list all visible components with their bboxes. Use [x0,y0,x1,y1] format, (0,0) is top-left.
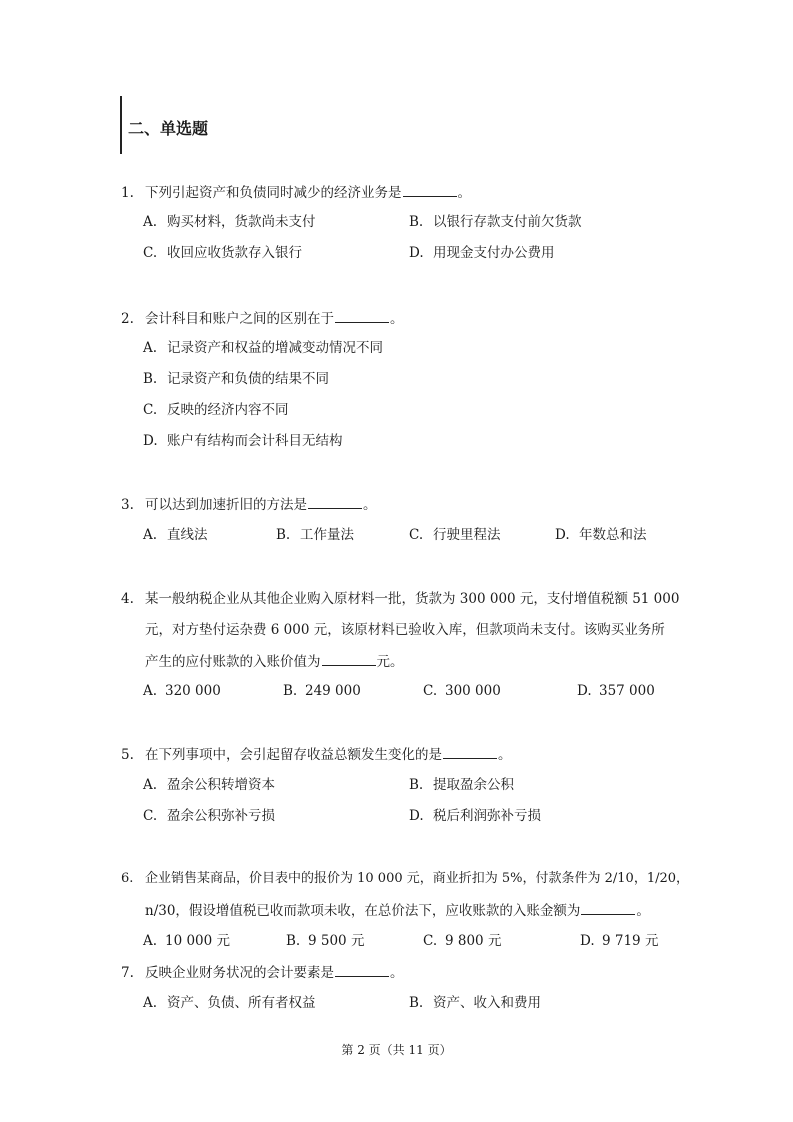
question-5-stem: 5. 在下列事项中，会引起留存收益总额发生变化的是 。 [121,747,512,763]
option-c: C. 9 800 元 [423,933,502,949]
answer-blank [403,184,457,197]
question-6-stem-line1: 6. 企业销售某商品，价目表中的报价为 10 000 元，商业折扣为 5%，付款条件为 2/10，1/20， [121,871,690,886]
option-a: A. 直线法 [143,527,208,543]
question-text: 会计科目和账户之间的区别在于 [145,311,334,327]
answer-blank [335,310,389,323]
question-text: 在下列事项中，会引起留存收益总额发生变化的是 [145,747,442,763]
section-marker-bar [120,96,122,154]
question-3-stem: 3. 可以达到加速折旧的方法是 。 [121,497,377,513]
option-b: B. 记录资产和负债的结果不同 [143,371,329,387]
question-number: 4. [121,591,134,607]
option-d: D. 税后利润弥补亏损 [409,808,541,824]
question-4-stem-line1: 4. 某一般纳税企业从其他企业购入原材料一批，货款为 300 000 元，支付增值税额 51 000 [121,591,680,607]
question-number: 3. [121,497,134,513]
question-2-stem: 2. 会计科目和账户之间的区别在于 。 [121,311,404,327]
option-a: A. 10 000 元 [143,933,231,949]
option-b: B. 9 500 元 [286,933,365,949]
question-number: 6. [121,871,134,886]
answer-blank [581,902,635,915]
page-footer: 第 2 页（共 11 页） [341,1043,452,1057]
answer-blank [443,746,497,759]
option-c: C. 收回应收货款存入银行 [143,245,302,261]
option-c: C. 行驶里程法 [409,527,501,543]
option-b: B. 资产、收入和费用 [409,995,541,1011]
question-text: 下列引起资产和负债同时减少的经济业务是 [145,185,402,201]
question-number: 5. [121,747,134,763]
question-1-stem: 1. 下列引起资产和负债同时减少的经济业务是 。 [121,185,471,201]
option-b: B. 提取盈余公积 [409,777,514,793]
answer-blank [322,653,376,666]
section-title: 二、单选题 [128,119,209,138]
answer-blank [335,964,389,977]
question-number: 1. [121,185,134,201]
option-a: A. 资产、负债、所有者权益 [143,995,316,1011]
option-d: D. 用现金支付办公费用 [409,245,555,261]
answer-blank [308,496,362,509]
question-text: 可以达到加速折旧的方法是 [145,497,307,513]
option-a: A. 320 000 [143,683,221,699]
option-c: C. 300 000 [423,683,501,699]
option-a: A. 记录资产和权益的增减变动情况不同 [143,340,383,356]
question-4-stem-line2: 元，对方垫付运杂费 6 000 元，该原材料已验收入库，但款项尚未支付。该购买业务所 [145,622,665,638]
option-d: D. 9 719 元 [580,933,659,949]
question-text: 反映企业财务状况的会计要素是 [145,965,334,981]
option-d: D. 年数总和法 [555,527,647,543]
question-number: 2. [121,311,134,327]
option-b: B. 以银行存款支付前欠货款 [409,214,582,230]
option-a: A. 盈余公积转增资本 [143,777,275,793]
option-c: C. 反映的经济内容不同 [143,402,289,418]
question-number: 7. [121,965,134,981]
option-a: A. 购买材料，货款尚未支付 [143,214,316,230]
option-b: B. 工作量法 [276,527,354,543]
option-d: D. 账户有结构而会计科目无结构 [143,433,343,449]
option-d: D. 357 000 [577,683,655,699]
question-7-stem: 7. 反映企业财务状况的会计要素是 。 [121,965,404,981]
option-b: B. 249 000 [283,683,361,699]
option-c: C. 盈余公积弥补亏损 [143,808,275,824]
question-6-stem-line2: n/30，假设增值税已收而款项未收，在总价法下，应收账款的入账金额为 。 [145,903,650,919]
question-4-stem-line3: 产生的应付账款的入账价值为 元。 [145,654,404,670]
